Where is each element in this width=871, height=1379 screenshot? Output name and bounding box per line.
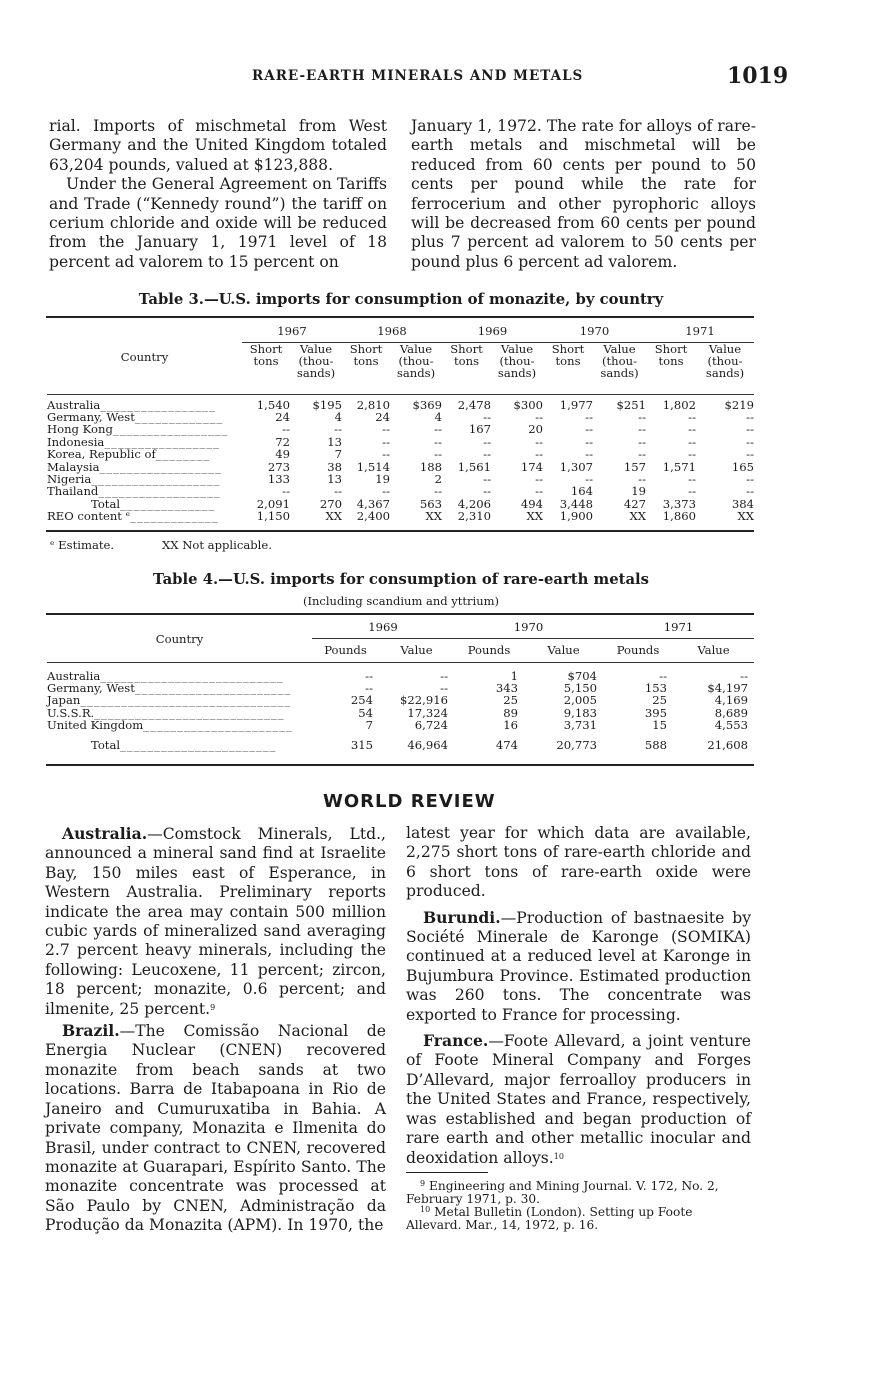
table-cell: 4,367 — [356, 496, 390, 511]
table3-value-header: Value (thou- sands) — [296, 341, 336, 381]
footnote-text: Metal Bulletin (London). Setting up Foote Allevard. Mar., 14, 1972, p. 16. — [406, 1205, 693, 1232]
france-paragraph — [406, 1031, 751, 1168]
table-cell: 2,400 — [356, 509, 390, 524]
table-cell: 1,307 — [559, 459, 593, 474]
table-cell: 1,802 — [662, 397, 696, 412]
table-cell: 157 — [623, 459, 646, 474]
brazil-text: —The Comissão Nacional de Energia Nuclear (CNEN) recovered monazite from beach sands at two locations. Barra de Itabapoana in Rio de Janeiro and Cumuruxatiba in Bahia. A private company, Monazita e Ilmenita do Brasil, under contract to CNEN, recovered monazite at Guarapari, Espírito Santo. The monazite concentrate was processed at São Paulo by CNEN, Administração da Produção da Monazita (APM). In 1970, the — [45, 1022, 386, 1235]
france-text: —Foote Allevard, a joint venture of Foote Mineral Company and Forges D’Allevard, major ferroalloy producers in the United States and France, respectively, was established and began production of rare earth and other metallic inocular and deoxidation alloys. — [406, 1032, 751, 1167]
table-cell: 588 — [644, 738, 667, 753]
table-row — [47, 662, 754, 682]
footnote-ref: 9 — [210, 1002, 216, 1012]
table3-short-tons-header: Short tons — [249, 341, 283, 368]
row-label: Germany, West_______________________ — [47, 681, 292, 695]
table-cell: -- — [382, 447, 390, 462]
table-cell: 25 — [503, 693, 518, 708]
table-cell: 15 — [652, 718, 667, 733]
dot-leader: _________________ — [112, 422, 229, 437]
row-label: Thailand__________________ — [47, 484, 221, 499]
table-cell: -- — [334, 484, 342, 499]
table-cell: -- — [282, 484, 290, 499]
table-cell: -- — [638, 472, 646, 487]
table-cell: -- — [483, 484, 491, 499]
table4-year-header: 1971 — [603, 616, 754, 638]
table4-top-rule — [46, 613, 754, 615]
footnote-rule — [406, 1172, 488, 1173]
table-cell: 1 — [510, 668, 518, 683]
page-number: 1019 — [727, 63, 789, 89]
table-cell: 188 — [419, 459, 442, 474]
table-cell: -- — [688, 472, 696, 487]
top-right-column — [411, 117, 756, 272]
table-cell: $300 — [513, 397, 543, 412]
table-cell: XX — [629, 509, 646, 524]
table-cell: -- — [746, 484, 754, 499]
table-cell: -- — [382, 484, 390, 499]
table-cell: XX — [425, 509, 442, 524]
table-cell: 6,724 — [414, 718, 448, 733]
table-cell: -- — [483, 434, 491, 449]
dot-leader: __________________ — [99, 459, 222, 474]
table4-country-header: Country — [155, 631, 204, 646]
table-cell: 1,561 — [457, 459, 491, 474]
table3 — [47, 320, 754, 523]
world-right-column — [406, 824, 751, 1168]
dot-leader: _______________________________ — [80, 693, 292, 708]
table4-value-header: Value — [400, 642, 433, 657]
table3-short-tons-header: Short tons — [551, 341, 585, 368]
table-cell: -- — [334, 422, 342, 437]
table3-year-header: 1967 — [242, 320, 342, 342]
table-cell: 2,478 — [457, 397, 491, 412]
table3-year-header: 1968 — [342, 320, 442, 342]
table-cell: 13 — [327, 472, 342, 487]
table-cell: 4 — [434, 410, 442, 424]
table-cell: -- — [746, 434, 754, 449]
table-cell: 474 — [495, 738, 518, 753]
table-total-row — [47, 732, 754, 760]
table-cell: -- — [688, 434, 696, 449]
table-row — [47, 510, 754, 522]
table-cell: -- — [638, 410, 646, 424]
table-cell: $704 — [567, 668, 597, 683]
table-cell: 38 — [327, 459, 342, 474]
table3-top-rule — [46, 316, 754, 318]
table-cell: 54 — [358, 705, 373, 720]
table-cell: -- — [688, 422, 696, 437]
table-cell: -- — [746, 422, 754, 437]
table-cell: 494 — [520, 496, 543, 511]
paragraph: latest year for which data are available, 2,275 short tons of rare-earth chloride and 6 short tons of rare-earth oxide were produced. — [406, 824, 751, 901]
table3-short-tons-header: Short tons — [450, 341, 483, 368]
table-cell: 174 — [520, 459, 543, 474]
australia-paragraph — [45, 824, 386, 1019]
dot-leader: ____________________________ — [94, 705, 285, 720]
burundi-lead: Burundi. — [423, 907, 501, 927]
table-cell: 7 — [334, 447, 342, 462]
footnote — [406, 1180, 751, 1206]
world-review-heading: WORLD REVIEW — [323, 791, 496, 812]
table-cell: 133 — [267, 472, 290, 487]
table-cell: 25 — [652, 693, 667, 708]
table-row — [47, 719, 754, 731]
table4-pounds-header: Pounds — [324, 642, 367, 657]
table4 — [47, 616, 754, 760]
table4-value-header: Value — [697, 642, 730, 657]
table-cell: -- — [535, 410, 543, 424]
table-cell: 20 — [528, 422, 543, 437]
table-cell: 384 — [731, 496, 754, 511]
table-cell: 3,448 — [559, 496, 593, 511]
table4-value-header: Value — [547, 642, 580, 657]
table-cell: -- — [638, 422, 646, 437]
table-cell: -- — [585, 422, 593, 437]
table-cell: -- — [585, 410, 593, 424]
table4-year-header: 1969 — [312, 616, 454, 638]
table-cell: -- — [688, 484, 696, 499]
table-cell: -- — [282, 422, 290, 437]
row-label: Malaysia__________________ — [47, 459, 222, 474]
table3-value-header: Value (thou- sands) — [497, 341, 537, 381]
table4-pounds-header: Pounds — [467, 642, 511, 657]
table-cell: 343 — [495, 681, 518, 695]
footnote-mark: 10 — [420, 1205, 431, 1214]
table-cell: 24 — [375, 410, 390, 424]
table-cell: 273 — [267, 459, 290, 474]
table-cell: 8,689 — [714, 705, 748, 720]
table3-year-header: 1970 — [543, 320, 646, 342]
australia-lead: Australia. — [62, 824, 148, 843]
footnote-mark: 9 — [420, 1179, 426, 1188]
table-cell: XX — [526, 509, 543, 524]
dot-leader: _________________ — [104, 434, 220, 449]
table-cell: 5,150 — [563, 681, 597, 695]
table4-subcaption: (Including scandium and yttrium) — [302, 594, 500, 608]
dot-leader: __________________ — [98, 484, 221, 499]
row-label: Australia_________________ — [47, 397, 216, 412]
table-cell: -- — [585, 472, 593, 487]
table-cell: -- — [434, 434, 442, 449]
table-cell: 2,091 — [256, 496, 290, 511]
table-cell: -- — [365, 681, 373, 695]
table-cell: 20,773 — [556, 738, 597, 753]
table-cell: -- — [688, 410, 696, 424]
dot-leader: _________________ — [100, 397, 216, 412]
dot-leader: _____________ — [134, 410, 224, 424]
table-row — [47, 394, 754, 411]
table-cell: 4,169 — [714, 693, 748, 708]
top-left-column — [49, 117, 387, 272]
table-cell: $219 — [724, 397, 754, 412]
table-cell: -- — [382, 422, 390, 437]
row-label: Germany, West_____________ — [47, 410, 224, 424]
table-cell: -- — [440, 668, 448, 683]
table3-short-tons-header: Short tons — [654, 341, 688, 368]
burundi-text: —Production of bastnaesite by Société Minerale de Karonge (SOMIKA) continued at a reduced level at Karonge in Bujumbura Province. Estimated production was 260 tons. The concentrate was exported to France for processing. — [406, 908, 751, 1024]
dot-leader: _______________________ — [134, 681, 292, 695]
dot-leader: _______________________ — [120, 738, 277, 753]
table-cell: 17,324 — [407, 705, 448, 720]
table-cell: 2,810 — [356, 397, 390, 412]
table-cell: -- — [585, 434, 593, 449]
table-cell: 1,900 — [559, 509, 593, 524]
table3-country-header: Country — [120, 349, 169, 364]
footnotes — [406, 1180, 751, 1232]
table-cell: $22,916 — [400, 693, 448, 708]
table-cell: 2,310 — [457, 509, 491, 524]
france-lead: France. — [423, 1031, 489, 1051]
table-cell: 21,608 — [707, 738, 748, 753]
table-cell: -- — [382, 434, 390, 449]
table-cell: 1,860 — [662, 509, 696, 524]
table-cell: 13 — [327, 434, 342, 449]
dot-leader: ______________________ — [143, 718, 293, 733]
table-cell: -- — [746, 410, 754, 424]
table3-note-na: XX Not applicable. — [162, 538, 272, 552]
table3-note-estimate: ᵉ Estimate. — [50, 538, 115, 552]
table-cell: 24 — [275, 410, 290, 424]
burundi-paragraph — [406, 908, 751, 1025]
australia-text: —Comstock Minerals, Ltd., announced a mineral sand find at Israelite Bay, 150 miles east of Esperance, in Western Australia. Preliminary reports indicate the area may contain 500 million cubic yards of mineralized sand averaging 2.7 percent heavy minerals, including the following: Leucoxene, 11 percent; zircon, 18 percent; monazite, 0.6 percent; and ilmenite, 25 percent. — [45, 825, 386, 1018]
table-cell: 16 — [503, 718, 518, 733]
table-cell: 49 — [275, 447, 290, 462]
table-cell: 153 — [644, 681, 667, 695]
table3-bottom-rule — [46, 530, 754, 532]
row-label: Nigeria___________________ — [47, 472, 221, 487]
world-left-column — [45, 824, 386, 1236]
table-cell: 254 — [350, 693, 373, 708]
table-cell: -- — [535, 484, 543, 499]
row-label: Total_______________________ — [91, 738, 277, 753]
dot-leader: ________ — [155, 447, 211, 462]
table-cell: 167 — [468, 422, 491, 437]
table3-value-header: Value (thou- sands) — [600, 341, 639, 381]
table-cell: XX — [737, 509, 754, 524]
table-cell: -- — [638, 447, 646, 462]
paragraph: Under the General Agreement on Tariffs and Trade (“Kennedy round”) the tariff on cerium chloride and oxide will be reduced from the January 1, 1971 level of 18 percent ad valorem to 15 percent on — [49, 175, 387, 271]
table-cell: 72 — [275, 434, 290, 449]
table3-caption: Table 3.—U.S. imports for consumption of monazite, by country — [138, 291, 664, 308]
table-cell: -- — [434, 484, 442, 499]
row-label: Hong Kong_________________ — [47, 422, 229, 437]
table-cell: -- — [585, 447, 593, 462]
footnote-text: Engineering and Mining Journal. V. 172, No. 2, February 1971, p. 30. — [406, 1179, 719, 1206]
table-cell: 563 — [419, 496, 442, 511]
table-cell: 2 — [434, 472, 442, 487]
table-cell: 19 — [631, 484, 646, 499]
table-cell: $251 — [616, 397, 646, 412]
table-cell: 1,540 — [256, 397, 290, 412]
dot-leader: ___________________ — [91, 472, 221, 487]
table-cell: 395 — [644, 705, 667, 720]
table-cell: -- — [535, 434, 543, 449]
running-head: RARE-EARTH MINERALS AND METALS — [252, 68, 584, 84]
table-cell: 270 — [319, 496, 342, 511]
table-cell: 1,571 — [662, 459, 696, 474]
table-cell: 1,977 — [559, 397, 593, 412]
table-cell: -- — [746, 447, 754, 462]
table3-short-tons-header: Short tons — [349, 341, 383, 368]
table-cell: 165 — [731, 459, 754, 474]
table-cell: 89 — [503, 705, 518, 720]
table-cell: 1,150 — [256, 509, 290, 524]
table-cell: 19 — [375, 472, 390, 487]
table-cell: $4,197 — [707, 681, 748, 695]
table-cell: 427 — [623, 496, 646, 511]
footnote-ref: 10 — [553, 1151, 564, 1161]
row-label: U.S.S.R.____________________________ — [47, 705, 285, 720]
table-cell: -- — [483, 447, 491, 462]
table-cell: -- — [659, 668, 667, 683]
table3-year-header: 1971 — [646, 320, 754, 342]
table4-year-header: 1970 — [454, 616, 603, 638]
table-cell: 4 — [334, 410, 342, 424]
row-label: Australia___________________________ — [47, 668, 284, 683]
row-label: Japan_______________________________ — [47, 693, 292, 708]
table-cell: 4,553 — [714, 718, 748, 733]
paragraph: rial. Imports of mischmetal from West Germany and the United Kingdom totaled 63,204 pounds, valued at $123,888. — [49, 117, 387, 174]
table-cell: 1,514 — [356, 459, 390, 474]
table-cell: 4,206 — [457, 496, 491, 511]
table-cell: XX — [325, 509, 342, 524]
table-cell: -- — [440, 681, 448, 695]
footnote — [406, 1206, 751, 1232]
table4-caption: Table 4.—U.S. imports for consumption of rare-earth metals — [153, 571, 649, 588]
table-cell: $369 — [412, 397, 442, 412]
table-cell: 3,731 — [563, 718, 597, 733]
table-cell: -- — [434, 422, 442, 437]
table-cell: 46,964 — [407, 738, 448, 753]
row-label: Indonesia_________________ — [47, 434, 220, 449]
table-cell: -- — [688, 447, 696, 462]
brazil-paragraph — [45, 1021, 386, 1235]
table4-pounds-header: Pounds — [616, 642, 660, 657]
table-cell: -- — [434, 447, 442, 462]
table-cell: 164 — [570, 484, 593, 499]
table-cell: 7 — [365, 718, 373, 733]
table-cell: -- — [746, 472, 754, 487]
dot-leader: _____________ — [130, 509, 219, 524]
table-cell: -- — [483, 410, 491, 424]
table-cell: 9,183 — [563, 705, 597, 720]
table-cell: -- — [535, 447, 543, 462]
row-label: Korea, Republic of________ — [47, 447, 211, 462]
table-cell: $195 — [312, 397, 342, 412]
dot-leader: ___________________________ — [100, 668, 284, 683]
table-cell: -- — [365, 668, 373, 683]
table3-value-header: Value (thou- sands) — [705, 341, 745, 381]
table-cell: 3,373 — [662, 496, 696, 511]
table4-bottom-rule — [46, 764, 754, 766]
table-cell: 2,005 — [563, 693, 597, 708]
row-label: REO content ᵉ_____________ — [47, 509, 219, 524]
table-cell: -- — [483, 472, 491, 487]
paragraph: January 1, 1972. The rate for alloys of rare-earth metals and mischmetal will be reduced from 60 cents per pound to 50 cents per pound while the rate for ferrocerium and other pyrophoric alloys will be decreased from 60 cents per pound plus 7 percent ad valorem to 50 cents per pound plus 6 percent ad valorem. — [411, 117, 756, 271]
table-cell: -- — [740, 668, 748, 683]
table3-value-header: Value (thou- sands) — [396, 341, 436, 381]
table-cell: 315 — [350, 738, 373, 753]
table-cell: -- — [638, 434, 646, 449]
row-label: Total______________ — [91, 496, 216, 511]
table-cell: -- — [535, 472, 543, 487]
table3-year-header: 1969 — [442, 320, 543, 342]
brazil-lead: Brazil. — [62, 1021, 120, 1041]
dot-leader: ______________ — [120, 496, 216, 511]
row-label: United Kingdom______________________ — [47, 718, 293, 733]
